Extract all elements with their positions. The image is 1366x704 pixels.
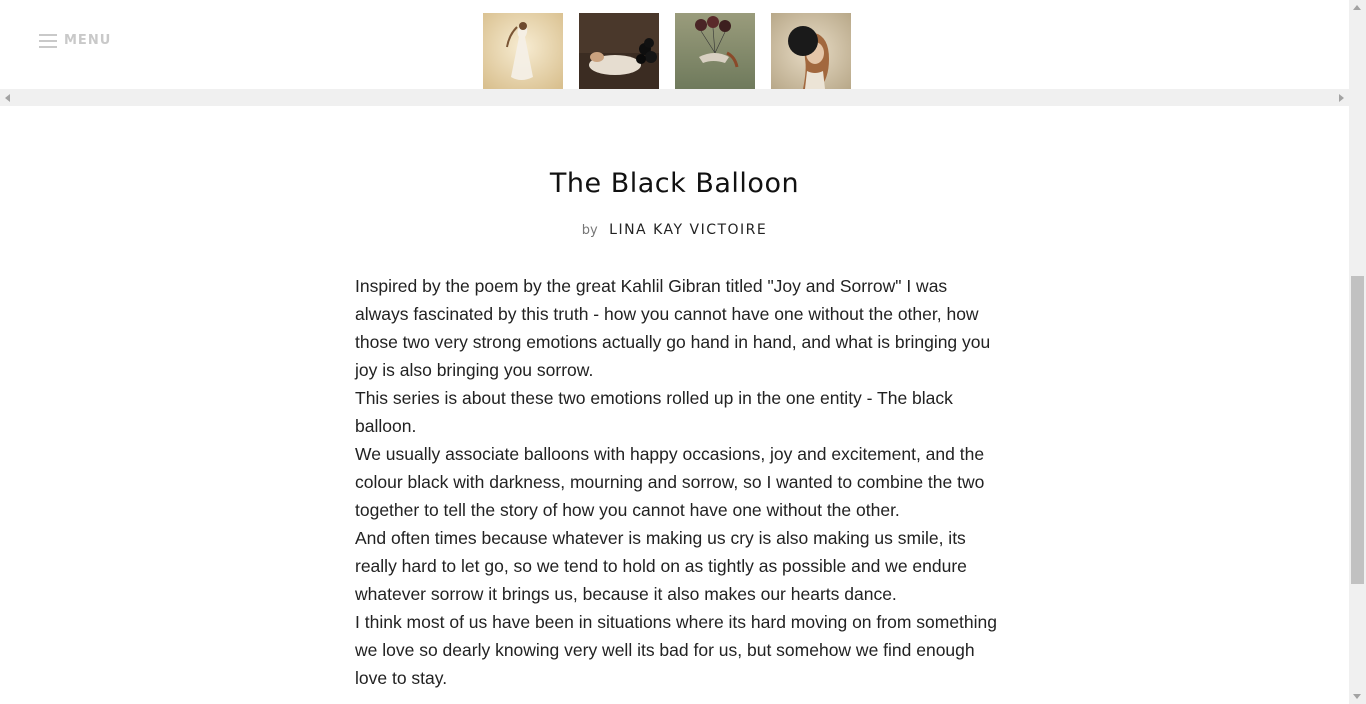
photo-girl-floating-with-balloons-icon [675, 13, 755, 89]
article-paragraph: Inspired by the poem by the great Kahlil Gibran titled "Joy and Sorrow" I was always fascinated by this truth - how you cannot have one without the other, how those two very strong emotions actually go hand in hand, and what is bringing you joy is also bringing you sorrow. [355, 276, 991, 380]
menu-label: MENU [64, 33, 112, 48]
article-paragraph: This series is about these two emotions rolled up in the one entity - The black balloon. [355, 388, 953, 436]
scroll-up-arrow-icon[interactable] [1353, 5, 1361, 10]
gallery-thumbnail-1[interactable] [483, 13, 563, 89]
photo-girl-in-white-dress-icon [483, 13, 563, 89]
author-link[interactable]: LINA KAY VICTOIRE [609, 222, 768, 238]
gallery-horizontal-scrollbar[interactable] [0, 89, 1349, 106]
article-byline [0, 222, 1349, 238]
scroll-left-arrow-icon[interactable] [5, 94, 10, 102]
gallery-thumbnail-3[interactable] [675, 13, 755, 89]
article-title: The Black Balloon [549, 168, 800, 199]
photo-girl-lying-with-balloons-icon [579, 13, 659, 89]
article-paragraph: And often times because whatever is making us cry is also making us smile, its really hard to let go, so we tend to hold on as tightly as possible and we endure whatever sorrow it brings us, because it also makes our hearts dance. [355, 528, 967, 604]
gallery-thumbnails [483, 13, 851, 89]
page-vertical-scrollbar[interactable] [1349, 0, 1366, 704]
scrollbar-thumb[interactable] [1351, 276, 1364, 584]
byline-prefix: by [581, 223, 598, 238]
gallery-thumbnail-4[interactable] [771, 13, 851, 89]
menu-button[interactable] [39, 33, 111, 48]
article-paragraph: I think most of us have been in situations where its hard moving on from something we love so dearly knowing very well its bad for us, but somehow we find enough love to stay. [355, 612, 997, 688]
hamburger-icon [39, 34, 57, 48]
scroll-right-arrow-icon[interactable] [1339, 94, 1344, 102]
photo-girl-holding-black-balloon-icon [771, 13, 851, 89]
scroll-down-arrow-icon[interactable] [1353, 694, 1361, 699]
article-paragraph: We usually associate balloons with happy occasions, joy and excitement, and the colour black with darkness, mourning and sorrow, so I wanted to combine the two together to tell the story of how you cannot have one without the other. [355, 444, 985, 520]
article-body [355, 272, 1000, 692]
gallery-thumbnail-2[interactable] [579, 13, 659, 89]
